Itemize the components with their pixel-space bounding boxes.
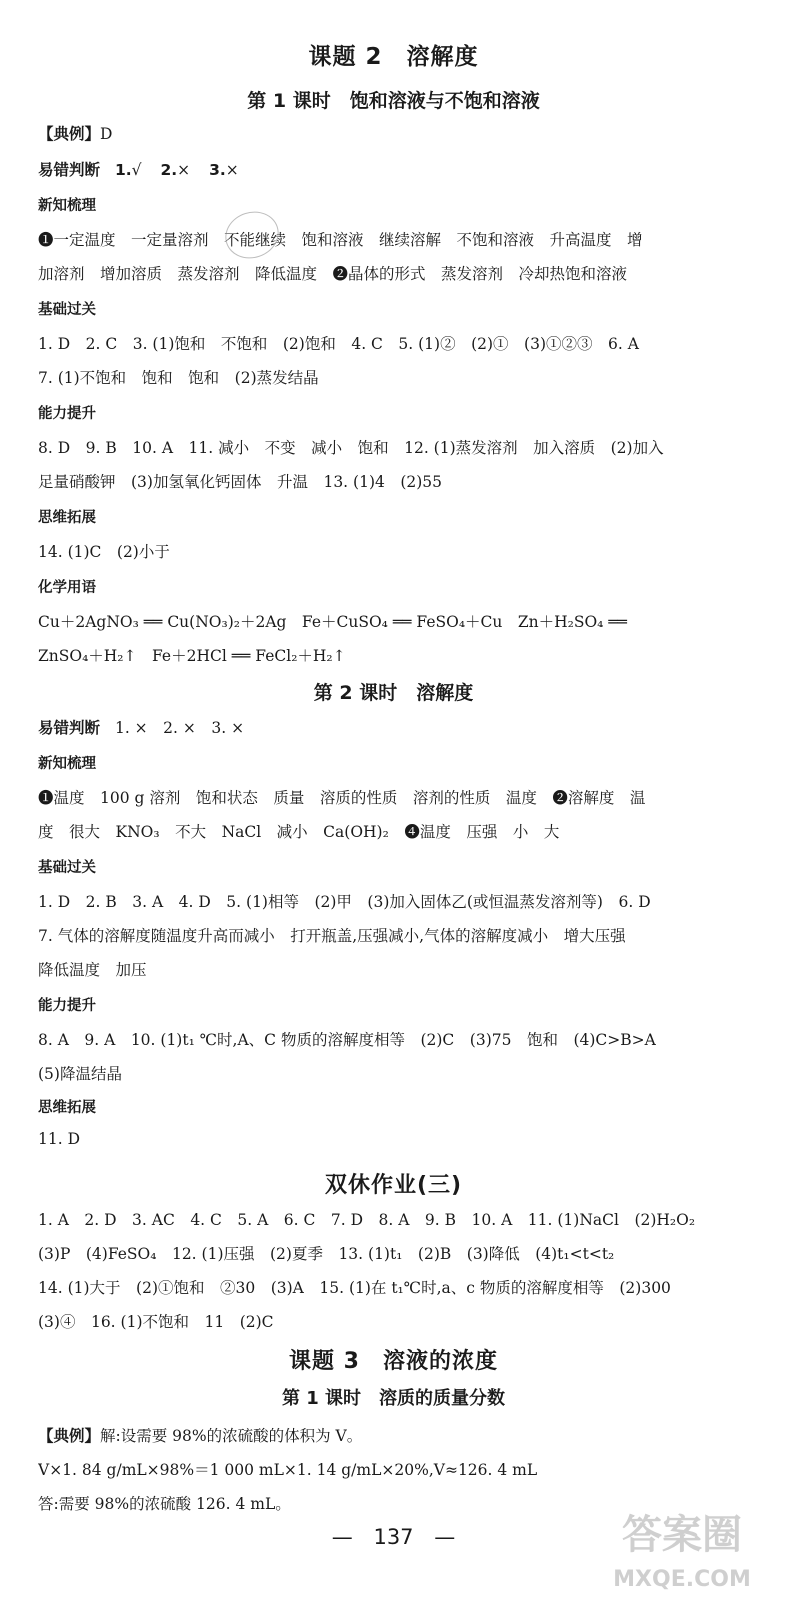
new-knowledge-line-2: 加溶剂 增加溶质 蒸发溶剂 降低温度 ❷晶体的形式 蒸发溶剂 冷却热饱和溶液 <box>38 265 628 283</box>
l2-new-knowledge-heading: 新知梳理 <box>38 756 96 772</box>
chem-line-2: ZnSO₄＋H₂↑ Fe＋2HCl ══ FeCl₂＋H₂↑ <box>38 647 346 665</box>
weekend-homework-title: 双休作业(三) <box>324 1173 463 1198</box>
l2-basic-line-2: 7. 气体的溶解度随温度升高而减小 打开瓶盖,压强减小,气体的溶解度减小 增大压强 <box>38 927 626 945</box>
t3-example-line-1: 解:设需要 98%的浓硫酸的体积为 V。 <box>100 1427 363 1445</box>
error-item-3-answer: × <box>225 161 239 179</box>
basic-line-2: 7. (1)不饱和 饱和 饱和 (2)蒸发结晶 <box>38 369 319 387</box>
error-item-1-num: 1. <box>114 161 132 179</box>
error-item-2-num: 2. <box>160 161 178 179</box>
t3-example-label: 【典例】 <box>38 1427 101 1445</box>
thinking-line-1: 14. (1)C (2)小于 <box>38 543 170 561</box>
l2-basic-line-1: 1. D 2. B 3. A 4. D 5. (1)相等 (2)甲 (3)加入固体乙(或恒温蒸发溶剂等) 6. D <box>38 893 651 911</box>
hw-line-2: (3)P (4)FeSO₄ 12. (1)压强 (2)夏季 13. (1)t₁ (2)B (3)降低 (4)t₁<t<t₂ <box>38 1245 615 1263</box>
lesson-2-title: 第 2 课时 溶解度 <box>313 682 474 704</box>
page-dash-left: — <box>331 1525 353 1549</box>
watermark-logo-text: 答案圈 <box>622 1512 742 1558</box>
l2-error-answers: 1. × 2. × 3. × <box>114 719 245 737</box>
topic-3-title: 课题 3 溶液的浓度 <box>289 1349 498 1374</box>
hw-line-1: 1. A 2. D 3. AC 4. C 5. A 6. C 7. D 8. A 9. B 10. A 11. (1)NaCl (2)H₂O₂ <box>38 1211 696 1229</box>
ability-line-1: 8. D 9. B 10. A 11. 减小 不变 减小 饱和 12. (1)蒸发溶剂 加入溶质 (2)加入 <box>38 439 664 457</box>
l2-new-line-1: ❶温度 100 g 溶剂 饱和状态 质量 溶质的性质 溶剂的性质 温度 ❷溶解度 温 <box>38 789 646 807</box>
t3-example-line-3: 答:需要 98%的浓硫酸 126. 4 mL。 <box>38 1495 291 1513</box>
l2-thinking-line-1: 11. D <box>38 1130 81 1148</box>
example-label: 【典例】 <box>38 125 101 143</box>
ability-heading: 能力提升 <box>38 406 96 422</box>
new-knowledge-line-1: ❶一定温度 一定量溶剂 不能继续 饱和溶液 继续溶解 不饱和溶液 升高温度 增 <box>38 231 643 249</box>
l2-basic-line-3: 降低温度 加压 <box>38 961 147 979</box>
error-item-3-num: 3. <box>209 161 226 179</box>
example-answer: D <box>100 125 113 143</box>
chapter-title: 课题 2 溶解度 <box>308 44 479 70</box>
thinking-heading: 思维拓展 <box>38 510 96 526</box>
l2-new-line-2: 度 很大 KNO₃ 不大 NaCl 减小 Ca(OH)₂ ❹温度 压强 小 大 <box>38 823 560 841</box>
t3-example-row <box>38 1424 753 1446</box>
chem-language-heading: 化学用语 <box>38 580 96 596</box>
hw-line-3: 14. (1)大于 (2)①饱和 ②30 (3)A 15. (1)在 t₁℃时,a、c 物质的溶解度相等 (2)300 <box>38 1279 671 1297</box>
l2-error-label: 易错判断 <box>38 719 101 737</box>
chem-line-1: Cu＋2AgNO₃ ══ Cu(NO₃)₂＋2Ag Fe＋CuSO₄ ══ FeSO₄＋Cu Zn＋H₂SO₄ ══ <box>38 613 627 631</box>
watermark-url-text: MXQE.COM <box>613 1567 751 1592</box>
page-dash-right: — <box>434 1525 456 1549</box>
l2-ability-line-1: 8. A 9. A 10. (1)t₁ ℃时,A、C 物质的溶解度相等 (2)C (3)75 饱和 (4)C>B>A <box>38 1031 656 1049</box>
ability-line-2: 足量硝酸钾 (3)加氢氧化钙固体 升温 13. (1)4 (2)55 <box>38 473 443 491</box>
error-judge-row <box>38 158 753 180</box>
t3-example-line-2: V×1. 84 g/mL×98%＝1 000 mL×1. 14 g/mL×20%,V≈126. 4 mL <box>38 1461 538 1479</box>
l2-error-row <box>38 716 753 738</box>
l2-ability-heading: 能力提升 <box>38 998 96 1014</box>
hw-line-4: (3)④ 16. (1)不饱和 11 (2)C <box>38 1313 274 1331</box>
error-item-1-answer: √ <box>131 161 142 179</box>
watermark-logo <box>590 1500 775 1595</box>
l2-thinking-heading: 思维拓展 <box>38 1100 96 1116</box>
error-label: 易错判断 <box>38 161 101 179</box>
example-row <box>38 122 753 144</box>
lesson-1-title: 第 1 课时 饱和溶液与不饱和溶液 <box>247 90 540 112</box>
error-item-2-answer: × <box>177 161 191 179</box>
basic-line-1: 1. D 2. C 3. (1)饱和 不饱和 (2)饱和 4. C 5. (1)② (2)① (3)①②③ 6. A <box>38 335 639 353</box>
basic-heading: 基础过关 <box>38 302 96 318</box>
page-number: 137 <box>373 1525 414 1549</box>
l2-basic-heading: 基础过关 <box>38 860 96 876</box>
topic-3-lesson-1-title: 第 1 课时 溶质的质量分数 <box>281 1388 506 1409</box>
l2-ability-line-2: (5)降温结晶 <box>38 1065 122 1083</box>
stamp-graphic <box>219 205 285 265</box>
new-knowledge-heading: 新知梳理 <box>38 198 96 214</box>
